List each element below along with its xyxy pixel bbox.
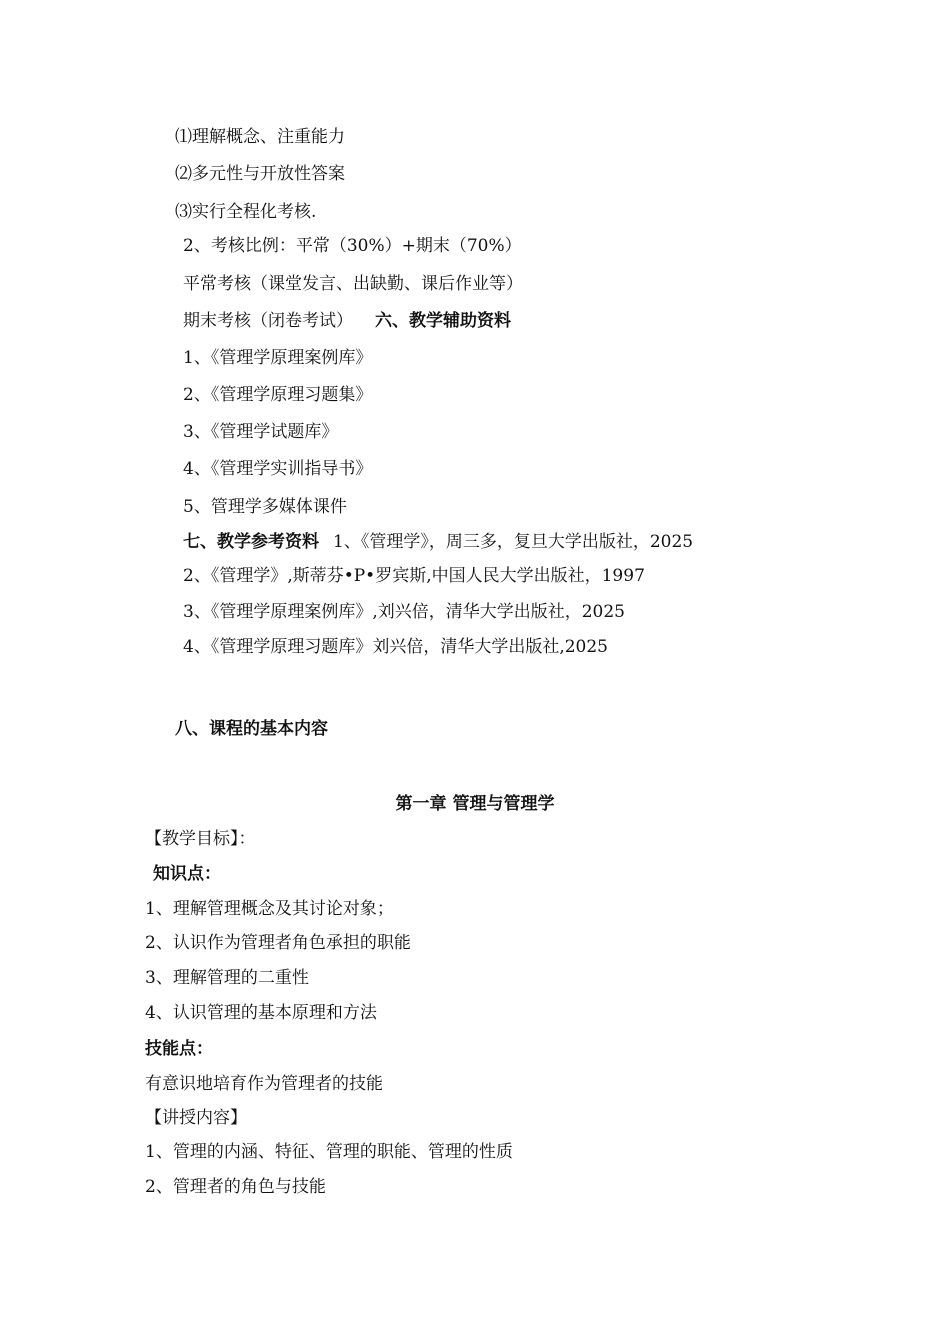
section6-item-4: 4、《管理学实训指导书》: [183, 459, 373, 479]
section6-item-3: 3、《管理学试题库》: [183, 422, 339, 442]
assessment-item-2: ⑵多元性与开放性答案: [175, 164, 345, 184]
assessment-final-row: [183, 310, 511, 332]
section6-item-5: 5、管理学多媒体课件: [183, 497, 347, 517]
content-item-2: 2、管理者的角色与技能: [145, 1177, 326, 1197]
knowledge-item-4: 4、认识管理的基本原理和方法: [145, 1003, 377, 1023]
assessment-ratio: 2、考核比例：平常（30%）+期末（70%）: [183, 236, 522, 256]
section7-item-4: 4、《管理学原理习题库》刘兴倍，清华大学出版社,2025: [183, 637, 608, 657]
section7-item-2: 2、《管理学》,斯蒂芬•P•罗宾斯,中国人民大学出版社，1997: [183, 566, 645, 586]
knowledge-item-1: 1、理解管理概念及其讨论对象；: [145, 899, 394, 919]
section7-row: [183, 531, 693, 553]
assessment-regular: 平常考核（课堂发言、出缺勤、课后作业等）: [183, 274, 523, 294]
content-item-1: 1、管理的内涵、特征、管理的职能、管理的性质: [145, 1142, 513, 1162]
assessment-item-1: ⑴理解概念、注重能力: [175, 127, 345, 147]
section8-heading: 八、课程的基本内容: [175, 719, 328, 739]
section6-item-1: 1、《管理学原理案例库》: [183, 348, 373, 368]
knowledge-item-2: 2、认识作为管理者角色承担的职能: [145, 933, 411, 953]
skills-text: 有意识地培育作为管理者的技能: [145, 1074, 383, 1094]
knowledge-item-3: 3、理解管理的二重性: [145, 968, 309, 988]
objectives-label: 【教学目标】：: [145, 829, 256, 849]
chapter-title: 第一章 管理与管理学: [395, 794, 555, 814]
section7-heading: 七、教学参考资料: [183, 532, 319, 552]
content-label: 【讲授内容】: [145, 1108, 247, 1128]
section6-item-2: 2、《管理学原理习题集》: [183, 385, 373, 405]
section7-item-3: 3、《管理学原理案例库》,刘兴倍，清华大学出版社，2025: [183, 602, 625, 622]
knowledge-label: 知识点：: [153, 864, 221, 884]
skills-label: 技能点：: [145, 1039, 213, 1059]
section7-item-1: 1、《管理学》，周三多，复旦大学出版社，2025: [333, 532, 694, 552]
section6-heading: 六、教学辅助资料: [375, 311, 511, 331]
assessment-final: 期末考核（闭卷考试）: [183, 311, 353, 331]
assessment-item-3: ⑶实行全程化考核.: [175, 202, 317, 222]
